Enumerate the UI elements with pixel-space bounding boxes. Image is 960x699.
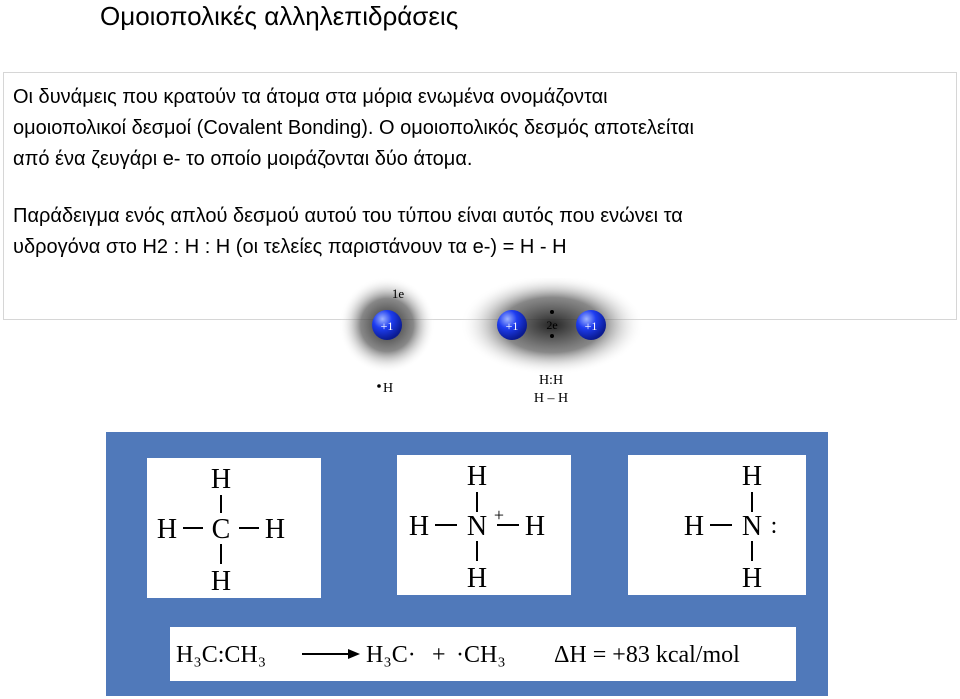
hydrogen-bond-illustration bbox=[330, 278, 650, 413]
atom-h: H bbox=[524, 511, 546, 542]
product-methyl: H₃C· bbox=[366, 642, 416, 668]
lone-pair: : bbox=[770, 513, 778, 539]
nucleus-charge: +1 bbox=[584, 319, 598, 333]
atom-h: H bbox=[210, 464, 232, 495]
atom-h: H bbox=[741, 461, 763, 492]
atom-h: H bbox=[741, 563, 763, 594]
atom-h: H bbox=[683, 511, 705, 542]
methane-structure bbox=[147, 458, 321, 598]
paragraph-example bbox=[13, 201, 683, 263]
h-atom-label: H bbox=[382, 381, 394, 396]
atom-h: H bbox=[466, 563, 488, 594]
single-electron-label: 1e bbox=[391, 286, 405, 301]
atom-h: H bbox=[156, 514, 178, 545]
paragraph-line: ομοιοπολικοί δεσμοί (Covalent Bonding). Ο ομοιοπολικός δεσμός αποτελείται bbox=[13, 117, 694, 139]
paragraph-definition bbox=[13, 82, 694, 175]
paragraph-line: Παράδειγμα ενός απλού δεσμού αυτού του τύπου είναι αυτός που ενώνει τα bbox=[13, 205, 683, 227]
reactant: H₃C:CH₃ bbox=[176, 642, 267, 668]
page-title: Ομοιοπολικές αλληλεπιδράσεις bbox=[100, 1, 459, 31]
paragraph-line: Οι δυνάμεις που κρατούν τα άτομα στα μόρια ενωμένα ονομάζονται bbox=[13, 86, 608, 108]
atom-h: H bbox=[408, 511, 430, 542]
atom-n: N bbox=[741, 511, 763, 542]
atom-c: C bbox=[211, 514, 231, 545]
pair-label: 2e bbox=[546, 318, 558, 332]
atom-n: N bbox=[466, 511, 488, 542]
shared-electron bbox=[550, 310, 554, 314]
h2-line-label: H – H bbox=[533, 391, 569, 406]
atom-h: H bbox=[210, 566, 232, 597]
nucleus-charge: +1 bbox=[380, 319, 394, 333]
nucleus-charge: +1 bbox=[505, 319, 519, 333]
ammonium-structure bbox=[397, 455, 571, 595]
electron-dot bbox=[377, 384, 381, 388]
paragraph-line: υδρογόνα στο H2 : H : H (οι τελείες παριστάνουν τα e-) = H - H bbox=[13, 236, 567, 258]
atom-h: H bbox=[264, 514, 286, 545]
enthalpy: ΔH = +83 kcal/mol bbox=[554, 642, 740, 668]
charge: + bbox=[493, 505, 505, 525]
product-methyl: ·CH₃ bbox=[456, 642, 506, 668]
plus-sign: + bbox=[432, 642, 446, 668]
h2-dot-label: H:H bbox=[538, 373, 564, 388]
ethane-dissociation-reaction bbox=[170, 627, 796, 681]
paragraph-line: από ένα ζευγάρι e- το οποίο μοιράζονται δύο άτομα. bbox=[13, 148, 473, 170]
shared-electron bbox=[550, 334, 554, 338]
atom-h: H bbox=[466, 461, 488, 492]
ammonia-structure bbox=[628, 455, 806, 595]
